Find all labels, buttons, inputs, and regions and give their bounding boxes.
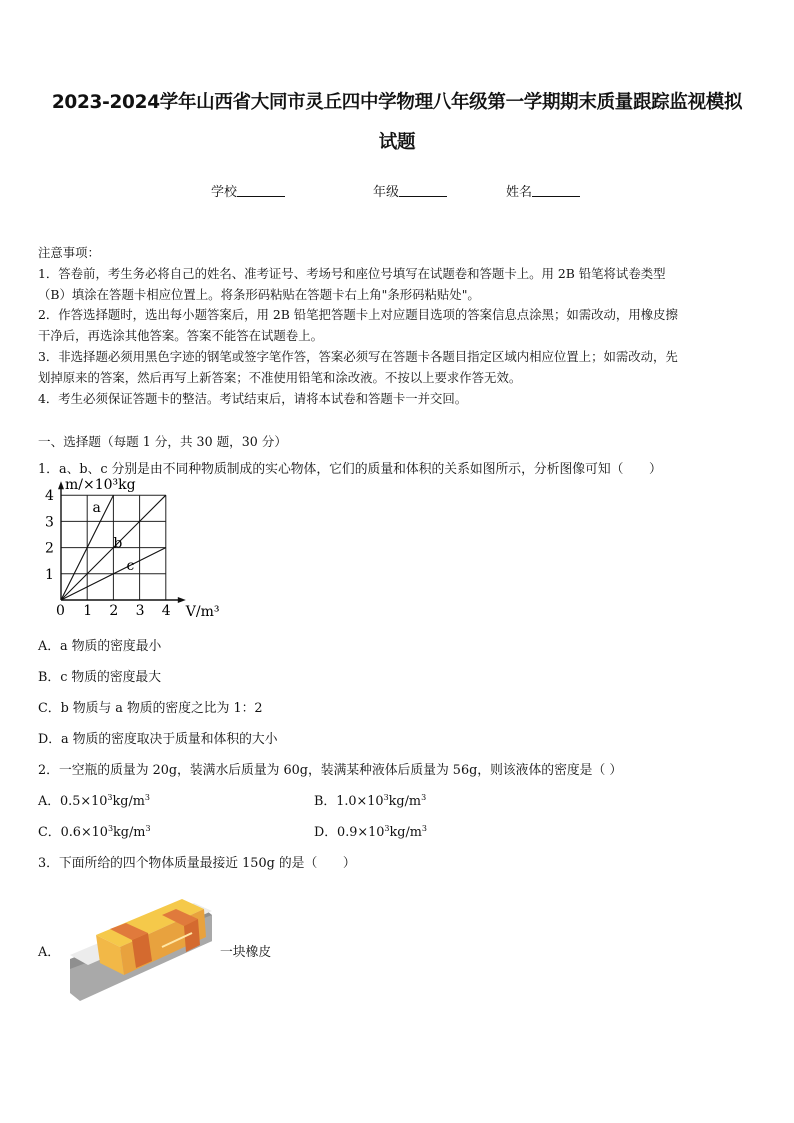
q2-option-a[interactable] — [38, 790, 150, 809]
x-tick-label: 2 — [109, 603, 119, 619]
exponent: 3 — [145, 824, 151, 833]
exponent: 3 — [107, 824, 114, 833]
q2-option-c-value: C．0.6×10 — [38, 825, 108, 840]
q2-option-b[interactable] — [314, 790, 426, 809]
notes-line: 干净后，再选涂其他答案。答案不能答在试题卷上。 — [38, 328, 323, 344]
q2-stem: 2．一空瓶的质量为 20g，装满水后质量为 60g，装满某种液体后质量为 56g，则该液体的密度是（ ） — [38, 763, 623, 778]
x-axis-arrow — [178, 597, 186, 603]
y-tick-label: 2 — [45, 540, 54, 557]
grade-blank — [399, 184, 447, 197]
notes-line: 4．考生必须保证答题卡的整洁。考试结束后，请将本试卷和答题卡一并交回。 — [38, 390, 468, 406]
series-label-b: b — [113, 535, 123, 552]
x-tick-label: 1 — [83, 603, 93, 619]
series-label-a: a — [92, 500, 101, 517]
y-tick-label: 4 — [45, 488, 54, 505]
y-tick-label: 1 — [45, 566, 54, 583]
notes-line: 1．答卷前，考生务必将自己的姓名、准考证号、考场号和座位号填写在试题卷和答题卡上。用 2B 铅笔将试卷类型 — [38, 265, 666, 281]
document-title-line1: 2023-2024学年山西省大同市灵丘四中学物理八年级第一学期期末质量跟踪监视模拟 — [51, 92, 743, 113]
q2-option-d-value: D．0.9×10 — [314, 825, 385, 840]
unit: kg/m — [113, 825, 146, 840]
q3-option-a-text: 一块橡皮 — [220, 945, 272, 960]
notes-line: 2．作答选择题时，选出每小题答案后，用 2B 铅笔把答题卡上对应题目选项的答案信息点涂黑；如需改动，用橡皮擦 — [38, 307, 678, 323]
q3-stem: 3．下面所给的四个物体质量最接近 150g 的是（ ） — [38, 856, 356, 871]
y-axis-arrow — [58, 481, 64, 489]
q2-option-c[interactable] — [38, 821, 151, 840]
x-tick-label: 3 — [135, 603, 145, 619]
q1-stem: 1．a、b、c 分别是由不同种物质制成的实心物体，它们的质量和体积的关系如图所示，分析图像可知（ ） — [38, 462, 662, 477]
notes-heading: 注意事项： — [38, 245, 100, 260]
school-blank — [237, 184, 285, 197]
school-label: 学校 — [211, 185, 238, 200]
name-field — [506, 181, 580, 200]
unit: kg/m — [112, 794, 145, 809]
origin-label: 0 — [56, 603, 65, 619]
q1-option-b[interactable]: B．c 物质的密度最大 — [38, 670, 162, 685]
notes-line: 划掉原来的答案，然后再写上新答案；不准使用铅笔和涂改液。不按以上要求作答无效。 — [38, 369, 522, 385]
exponent: 3 — [421, 793, 427, 802]
q1-option-c[interactable]: C．b 物质与 a 物质的密度之比为 1：2 — [38, 701, 263, 716]
q2-option-a-value: A．0.5×10 — [38, 794, 108, 809]
name-blank — [532, 184, 580, 197]
notes-block — [38, 243, 758, 409]
grade-label: 年级 — [373, 185, 400, 200]
series-label-c: c — [126, 557, 135, 574]
exponent: 3 — [107, 793, 113, 802]
q1-option-d[interactable]: D．a 物质的密度取决于质量和体积的大小 — [38, 732, 278, 747]
x-tick-label: 4 — [161, 603, 171, 619]
unit: kg/m — [388, 794, 422, 809]
exponent: 3 — [144, 793, 150, 802]
section-heading: 一、选择题（每题 1 分，共 30 题，30 分） — [38, 434, 287, 449]
q2-option-b-value: B．1.0×10 — [314, 794, 384, 809]
name-label: 姓名 — [506, 185, 533, 200]
notes-line: 3．非选择题必须用黑色字迹的钢笔或签字笔作答，答案必须写在答题卡各题目指定区域内相应位置上；如需改动，先 — [38, 348, 678, 364]
grade-field — [373, 181, 447, 200]
document-title-line2: 试题 — [378, 132, 416, 153]
notes-line: （B）填涂在答题卡相应位置上。将条形码粘贴在答题卡右上角"条形码粘贴处"。 — [38, 286, 480, 302]
y-tick-label: 3 — [45, 514, 54, 531]
exponent: 3 — [384, 824, 390, 833]
school-field — [211, 181, 285, 200]
q3-option-a-letter[interactable]: A． — [38, 945, 61, 960]
x-axis-label: V/m³ — [185, 604, 220, 620]
y-axis-label: m/×10³kg — [65, 477, 136, 494]
q2-option-d[interactable] — [314, 821, 427, 840]
eraser-image — [66, 895, 216, 1013]
unit: kg/m — [389, 825, 422, 840]
exponent: 3 — [383, 793, 389, 802]
q1-option-a[interactable]: A．a 物质的密度最小 — [38, 639, 162, 654]
q1-mass-volume-chart — [40, 477, 240, 620]
exponent: 3 — [421, 824, 428, 833]
